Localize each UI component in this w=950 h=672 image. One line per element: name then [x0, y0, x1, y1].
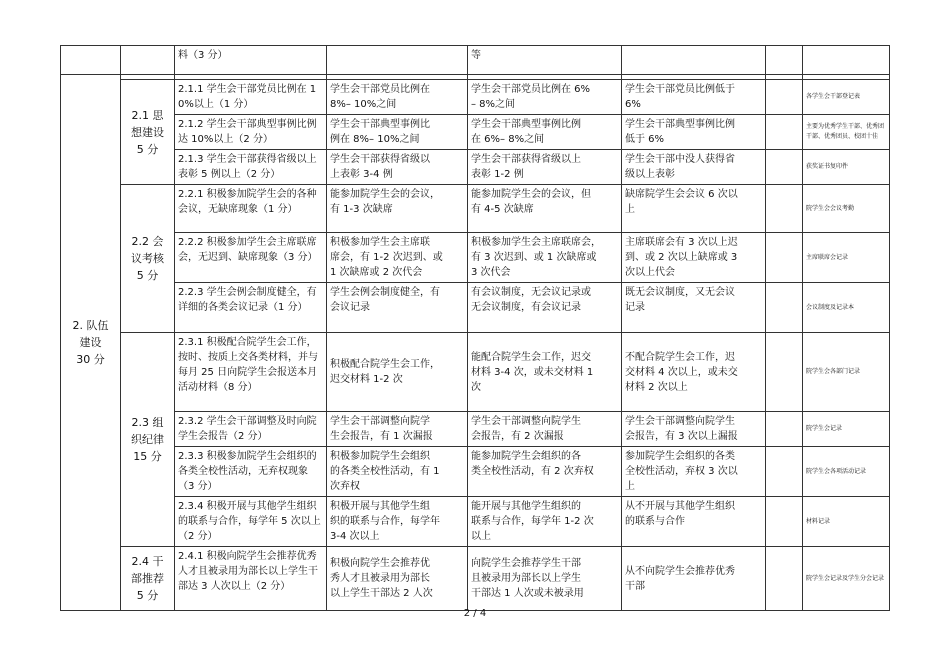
evidence-note: 各学生会干部登记表: [803, 80, 890, 115]
fair-text: 等: [468, 46, 622, 75]
evaluation-table: [60, 45, 890, 611]
item-text: 2.3.1 积极配合院学生会工作，按时、按质上交各类材料，并与每月 25 日向院学生会报送本月活动材料（8 分）: [175, 333, 327, 412]
category-label: 2. 队伍 建设 30 分: [61, 75, 121, 611]
fair-text: 向院学生会推荐学生干部 且被录用为部长以上学生 干部达 1 人次或未被录用: [468, 547, 622, 611]
evidence-note: 材料记录: [803, 497, 890, 547]
item-text: 2.2.1 积极参加院学生会的各种会议，无缺席现象（1 分）: [175, 185, 327, 233]
table-row: [61, 185, 890, 233]
fair-text: 学生会干部典型事例比例 在 6%– 8%之间: [468, 115, 622, 150]
cell-empty: [766, 233, 803, 283]
item-text: 2.1.1 学生会干部党员比例在 10%以上（1 分）: [175, 80, 327, 115]
cell-empty: [121, 46, 175, 75]
table-row: [61, 115, 890, 150]
poor-text: 学生会干部调整向院学生 会报告，有 3 次以上漏报: [622, 412, 766, 447]
cell-empty: [766, 412, 803, 447]
table-row: [61, 46, 890, 75]
poor-text: 既无会议制度，又无会议 记录: [622, 283, 766, 333]
evidence-note: 院学生会记录: [803, 412, 890, 447]
good-text: 学生会例会制度健全，有 会议记录: [327, 283, 468, 333]
evidence-note: 会议制度及记录本: [803, 283, 890, 333]
cell-empty: [766, 46, 803, 75]
item-text: 2.3.3 积极参加院学生会组织的各类全校性活动，无弃权现象（3 分）: [175, 447, 327, 497]
evidence-note: 主席联席会记录: [803, 233, 890, 283]
poor-text: 学生会干部党员比例低于 6%: [622, 80, 766, 115]
fair-text: 能开展与其他学生组织的 联系与合作，每学年 1-2 次 以上: [468, 497, 622, 547]
fair-text: 能配合院学生会工作，迟交 材料 3-4 次，或未交材料 1 次: [468, 333, 622, 412]
good-text: 能参加院学生会的会议， 有 1-3 次缺席: [327, 185, 468, 233]
item-text: 2.1.3 学生会干部获得省级以上表彰 5 例以上（2 分）: [175, 150, 327, 185]
poor-text: 不配合院学生会工作，迟 交材料 4 次以上，或未交 材料 2 次以上: [622, 333, 766, 412]
page-number: 2 / 4: [463, 608, 487, 619]
poor-text: 从不向院学生会推荐优秀 干部: [622, 547, 766, 611]
cell-empty: [766, 333, 803, 412]
poor-text: 参加院学生会组织的各类 全校性活动，弃权 3 次以 上: [622, 447, 766, 497]
good-text: [327, 46, 468, 75]
cell-empty: [803, 46, 890, 75]
cell-empty: [766, 283, 803, 333]
good-text: 积极参加院学生会组织 的各类全校性活动，有 1 次弃权: [327, 447, 468, 497]
item-text: 2.2.2 积极参加学生会主席联席会，无迟到、缺席现象（3 分）: [175, 233, 327, 283]
evidence-note: 获奖证书复印件: [803, 150, 890, 185]
table-row: [61, 547, 890, 611]
good-text: 积极配合院学生会工作， 迟交材料 1-2 次: [327, 333, 468, 412]
evidence-note: 院学生会会议考勤: [803, 185, 890, 233]
good-text: 学生会干部调整向院学 生会报告，有 1 次漏报: [327, 412, 468, 447]
poor-text: 学生会干部典型事例比例 低于 6%: [622, 115, 766, 150]
good-text: 积极开展与其他学生组 织的联系与合作，每学年 3-4 次以上: [327, 497, 468, 547]
cell-empty: [766, 497, 803, 547]
fair-text: 能参加院学生会组织的各 类全校性活动，有 2 次弃权: [468, 447, 622, 497]
item-text: 2.2.3 学生会例会制度健全，有详细的各类会议记录（1 分）: [175, 283, 327, 333]
table-row: [61, 333, 890, 412]
cell-empty: [766, 547, 803, 611]
fair-text: 学生会干部党员比例在 6% – 8%之间: [468, 80, 622, 115]
item-text: 2.1.2 学生会干部典型事例比例达 10%以上（2 分）: [175, 115, 327, 150]
table-row: [61, 447, 890, 497]
cell-empty: [766, 185, 803, 233]
poor-text: 主席联席会有 3 次以上迟 到、或 2 次以上缺席或 3 次以上代会: [622, 233, 766, 283]
evidence-note: 院学生会记录及学生分会记录: [803, 547, 890, 611]
item-text: 2.4.1 积极向院学生会推荐优秀人才且被录用为部长以上学生干部达 3 人次以上（2 分）: [175, 547, 327, 611]
fair-text: 有会议制度，无会议记录或 无会议制度，有会议记录: [468, 283, 622, 333]
evidence-note: 院学生会各项活动记录: [803, 447, 890, 497]
fair-text: 积极参加学生会主席联席会， 有 3 次迟到、或 1 次缺席或 3 次代会: [468, 233, 622, 283]
group-label: 2.3 组 织纪律 15 分: [121, 333, 175, 547]
poor-text: 学生会干部中没人获得省 级以上表彰: [622, 150, 766, 185]
item-text: 2.3.4 积极开展与其他学生组织的联系与合作，每学年 5 次以上（2 分）: [175, 497, 327, 547]
cell-empty: [766, 447, 803, 497]
cell-empty: [766, 80, 803, 115]
table-row: [61, 412, 890, 447]
good-text: 积极向院学生会推荐优 秀人才且被录用为部长 以上学生干部达 2 人次: [327, 547, 468, 611]
table-row: [61, 150, 890, 185]
poor-text: [622, 46, 766, 75]
poor-text: 缺席院学生会会议 6 次以 上: [622, 185, 766, 233]
good-text: 积极参加学生会主席联 席会，有 1-2 次迟到、或 1 次缺席或 2 次代会: [327, 233, 468, 283]
item-text: 2.3.2 学生会干部调整及时向院学生会报告（2 分）: [175, 412, 327, 447]
group-label: 2.4 干 部推荐 5 分: [121, 547, 175, 611]
poor-text: 从不开展与其他学生组织 的联系与合作: [622, 497, 766, 547]
good-text: 学生会干部典型事例比 例在 8%– 10%之间: [327, 115, 468, 150]
fair-text: 学生会干部获得省级以上 表彰 1-2 例: [468, 150, 622, 185]
cell-empty: [766, 150, 803, 185]
fair-text: 能参加院学生会的会议，但 有 4-5 次缺席: [468, 185, 622, 233]
item-text: 料（3 分）: [175, 46, 327, 75]
table-row: [61, 283, 890, 333]
cell-empty: [766, 115, 803, 150]
group-label: 2.1 思 想建设 5 分: [121, 80, 175, 185]
fair-text: 学生会干部调整向院学生 会报告，有 2 次漏报: [468, 412, 622, 447]
table-row: [61, 80, 890, 115]
good-text: 学生会干部党员比例在 8%– 10%之间: [327, 80, 468, 115]
good-text: 学生会干部获得省级以 上表彰 3-4 例: [327, 150, 468, 185]
cell-empty: [61, 46, 121, 75]
evidence-note: 院学生会各部门记录: [803, 333, 890, 412]
table-row: [61, 497, 890, 547]
evidence-note: 主要为优秀学生干部、优秀团干部、优秀团员、校团十佳: [803, 115, 890, 150]
table-row: [61, 233, 890, 283]
group-label: 2.2 会 议考核 5 分: [121, 185, 175, 333]
